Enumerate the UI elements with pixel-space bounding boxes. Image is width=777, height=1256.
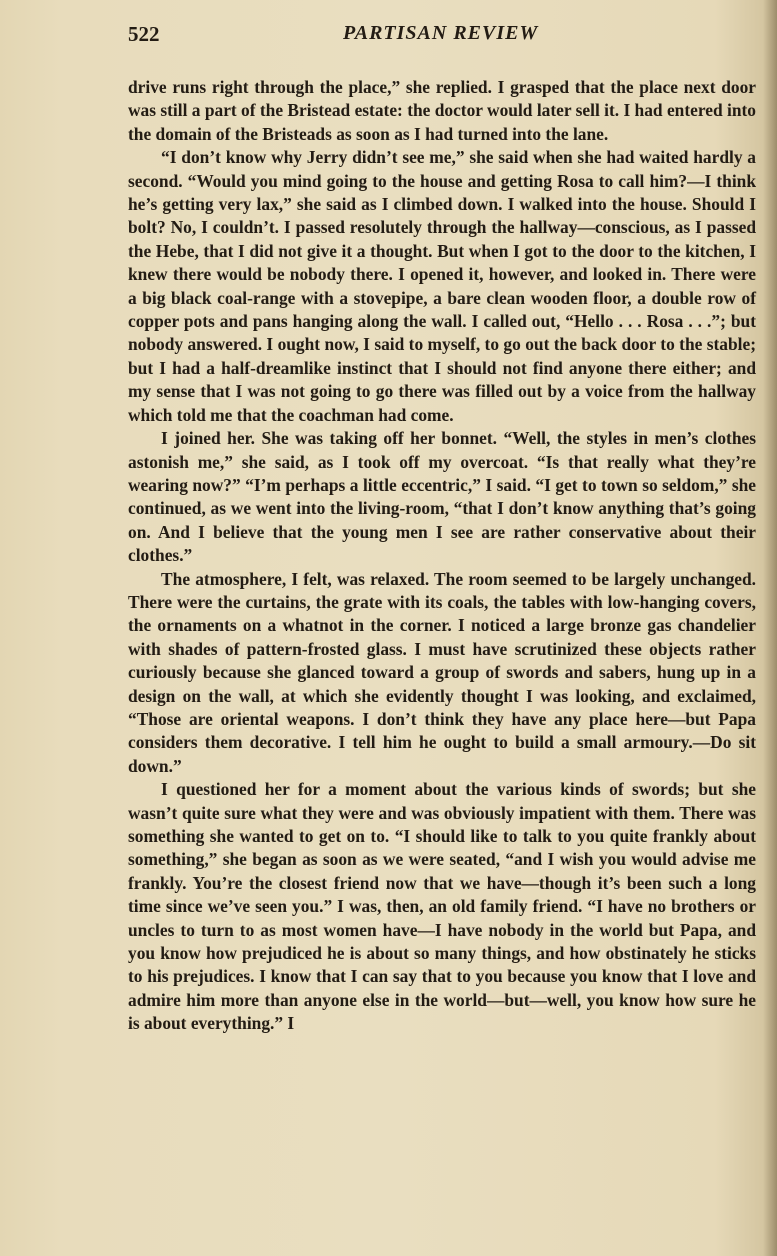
body-text <box>128 76 756 1036</box>
paragraph: drive runs right through the place,” she replied. I grasped that the place next door was still a part of the Bristead estate: the doctor would later sell it. I had entered into the domain of the Bristeads as soon as I had turned into the lane. <box>128 77 756 144</box>
running-head: PARTISAN REVIEW <box>343 22 539 44</box>
page-number: 522 <box>128 22 160 46</box>
page-header <box>128 22 756 52</box>
paragraph: I joined her. She was taking off her bonnet. “Well, the styles in men’s clothes astonish me,” she said, as I took off my overcoat. “Is that really what they’re wearing now?” “I’m perhaps a little eccentric,” I said. “I get to town so seldom,” she continued, as we went into the living-room, “that I don’t know anything that’s going on. And I believe that the young men I see are rather conservative about their clothes.” <box>128 428 756 566</box>
paragraph: “I don’t know why Jerry didn’t see me,” she said when she had waited hardly a second. “Would you mind going to the house and getting Rosa to call him?—I think he’s getting very lax,” she said as I climbed down. I walked into the house. Should I bolt? No, I couldn’t. I passed resolutely through the hallway—conscious, as I passed the Hebe, that I did not give it a thought. But when I got to the door to the kitchen, I knew there would be nobody there. I opened it, however, and looked in. There were a big black coal-range with a stovepipe, a bare clean wooden floor, a double row of copper pots and pans hanging along the wall. I called out, “Hello . . . Rosa . . .”; but nobody answered. I ought now, I said to myself, to go out the back door to the stable; but I had a half-dreamlike instinct that I should not find anyone there either; and my sense that I was not going to go there was filled out by a voice from the hallway which told me that the coachman had come. <box>128 147 756 425</box>
paragraph: The atmosphere, I felt, was relaxed. The room seemed to be largely unchanged. There were the curtains, the grate with its coals, the tables with low-hanging covers, the ornaments on a whatnot in the corner. I noticed a large bronze gas chandelier with shades of pattern-frosted glass. I must have scrutinized these objects rather curiously because she glanced toward a group of swords and sabers, hung up in a design on the wall, at which she evidently thought I was looking, and exclaimed, “Those are oriental weapons. I don’t think they have any place here—but Papa considers them decorative. I tell him he ought to build a small armoury.—Do sit down.” <box>128 568 756 776</box>
paragraph: I questioned her for a moment about the various kinds of swords; but she wasn’t quite sure what they were and was obviously impatient with them. There was something she wanted to get on to. “I should like to talk to you quite frankly about something,” she began as soon as we were seated, “and I wish you would advise me frankly. You’re the closest friend now that we have—though it’s been such a long time since we’ve seen you.” I was, then, an old family friend. “I have no brothers or uncles to turn to as most women have—I have nobody in the world but Papa, and you know how prejudiced he is about so many things, and how obstinately he sticks to his prejudices. I know that I can say that to you because you know that I love and admire him more than anyone else in the world—but—well, you know how sure he is about everything.” I <box>128 779 756 1034</box>
